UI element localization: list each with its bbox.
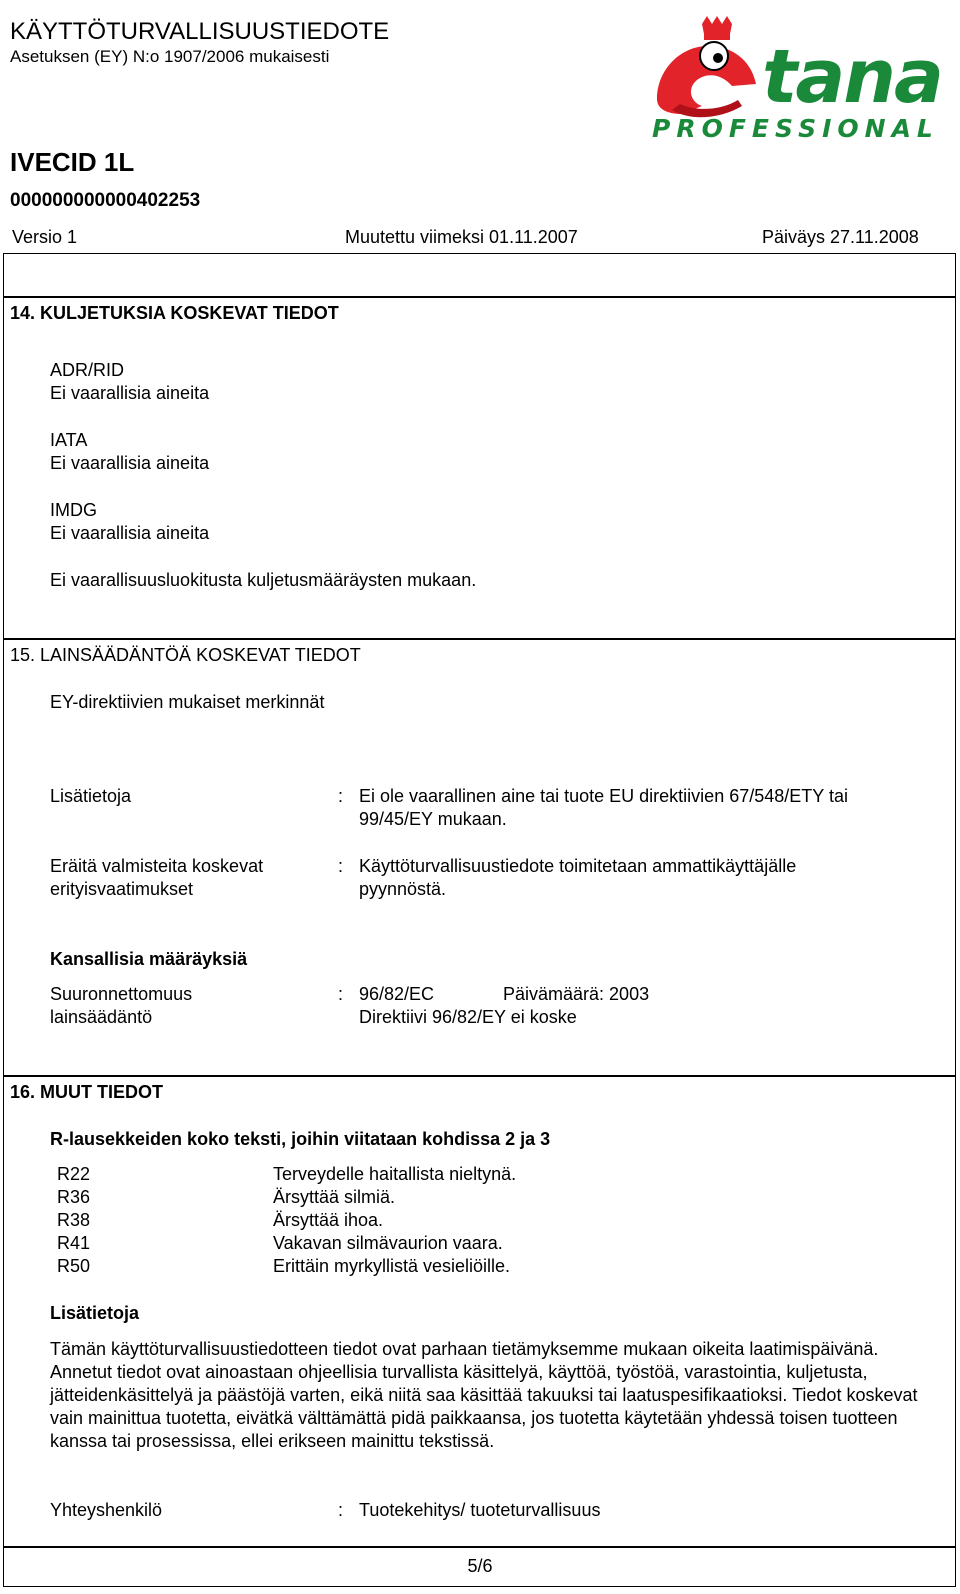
section-divider [3,1075,956,1077]
transport-status-adr: Ei vaarallisia aineita [50,383,210,403]
ec-labelling-heading: EY-direktiivien mukaiset merkinnät [50,692,325,712]
colon: : [338,786,344,806]
additional-info-line-1: Ei ole vaarallinen aine tai tuote EU direktiivien 67/548/ETY tai [359,786,848,806]
additional-info-line-2: 99/45/EY mukaan. [359,809,507,829]
section-15-heading: 15. LAINSÄÄDÄNTÖÄ KOSKEVAT TIEDOT [10,645,361,665]
r-phrase-code: R22 [57,1164,91,1184]
transport-mode-imdg: IMDG [50,500,97,520]
tana-professional-logo [652,14,952,150]
section-16-heading: 16. MUUT TIEDOT [10,1082,164,1102]
special-requirements-label-1: Eräitä valmisteita koskevat [50,856,264,876]
version: Versio 1 [12,227,78,247]
r-phrases-heading: R-lausekkeiden koko teksti, joihin viitataan kohdissa 2 ja 3 [50,1129,551,1149]
section-14-heading: 14. KULJETUKSIA KOSKEVAT TIEDOT [10,303,339,323]
r-phrase-text: Terveydelle haitallista nieltynä. [273,1164,517,1184]
logo-tagline: PROFESSIONAL [652,114,939,143]
document-title: KÄYTTÖTURVALLISUUSTIEDOTE [10,18,390,45]
r-phrase-code: R50 [57,1256,91,1276]
last-modified: Muutettu viimeksi 01.11.2007 [345,227,578,247]
colon: : [338,1500,344,1520]
r-phrase-text: Ärsyttää silmiä. [273,1187,396,1207]
transport-mode-adr: ADR/RID [50,360,125,380]
section-divider [3,638,956,640]
bottom-border [3,1586,956,1587]
issue-date: Päiväys 27.11.2008 [762,227,919,247]
special-requirements-line-2: pyynnöstä. [359,879,447,899]
transport-status-iata: Ei vaarallisia aineita [50,453,210,473]
r-phrase-code: R36 [57,1187,91,1207]
top-border [3,253,956,254]
colon: : [338,984,344,1004]
additional-info-label: Lisätietoja [50,786,132,806]
colon: : [338,856,344,876]
major-accident-label-2: lainsäädäntö [50,1007,153,1027]
r-phrase-code: R41 [57,1233,91,1253]
r-phrase-text: Ärsyttää ihoa. [273,1210,384,1230]
document-subtitle: Asetuksen (EY) N:o 1907/2006 mukaisesti [10,47,330,66]
disclaimer-paragraph: Tämän käyttöturvallisuustiedotteen tiedot ovat parhaan tietämyksemme mukaan oikeita laatimispäivänä. Annetut tiedot ovat ainoastaan ohjeellisia turvallista käsittelyä, käyttöä, työstöä, varastointia, kuljetusta, jätteidenkäsittelyä ja päästöjä varten, eikä niitä saa käsittää takuuksi tai laatuspesifikaatioksi. Tiedot koskevat vain mainittua tuotetta, eivätkä välttämättä pidä paikkaansa, jos tuotetta käytetään yhdessä toisen tuotteen kanssa tai prosessissa, ellei erikseen mainittu tekstissä. [50,1339,918,1451]
contact-label: Yhteyshenkilö [50,1500,163,1520]
r-phrase-text: Erittäin myrkyllistä vesieliöille. [273,1256,511,1276]
transport-mode-iata: IATA [50,430,88,450]
r-phrase-text: Vakavan silmävaurion vaara. [273,1233,503,1253]
transport-status-imdg: Ei vaarallisia aineita [50,523,210,543]
product-code: 000000000000402253 [10,190,201,211]
contact-value: Tuotekehitys/ tuoteturvallisuus [359,1500,601,1520]
directive-date: Päivämäärä: 2003 [503,984,650,1004]
national-regulations-heading: Kansallisia määräyksiä [50,949,248,969]
product-name: IVECID 1L [10,147,135,177]
logo-wordmark: tana [762,34,942,120]
major-accident-label-1: Suuronnettomuus [50,984,193,1004]
footer-divider [3,1546,956,1548]
r-phrase-code: R38 [57,1210,91,1230]
extra-info-heading: Lisätietoja [50,1303,140,1323]
transport-note: Ei vaarallisuusluokitusta kuljetusmääräysten mukaan. [50,570,477,590]
directive-number: 96/82/EC [359,984,435,1004]
directive-note: Direktiivi 96/82/EY ei koske [359,1007,577,1027]
page-number: 5/6 [467,1556,493,1576]
special-requirements-label-2: erityisvaatimukset [50,879,194,899]
special-requirements-line-1: Käyttöturvallisuustiedote toimitetaan ammattikäyttäjälle [359,856,797,876]
section-divider [3,296,956,298]
